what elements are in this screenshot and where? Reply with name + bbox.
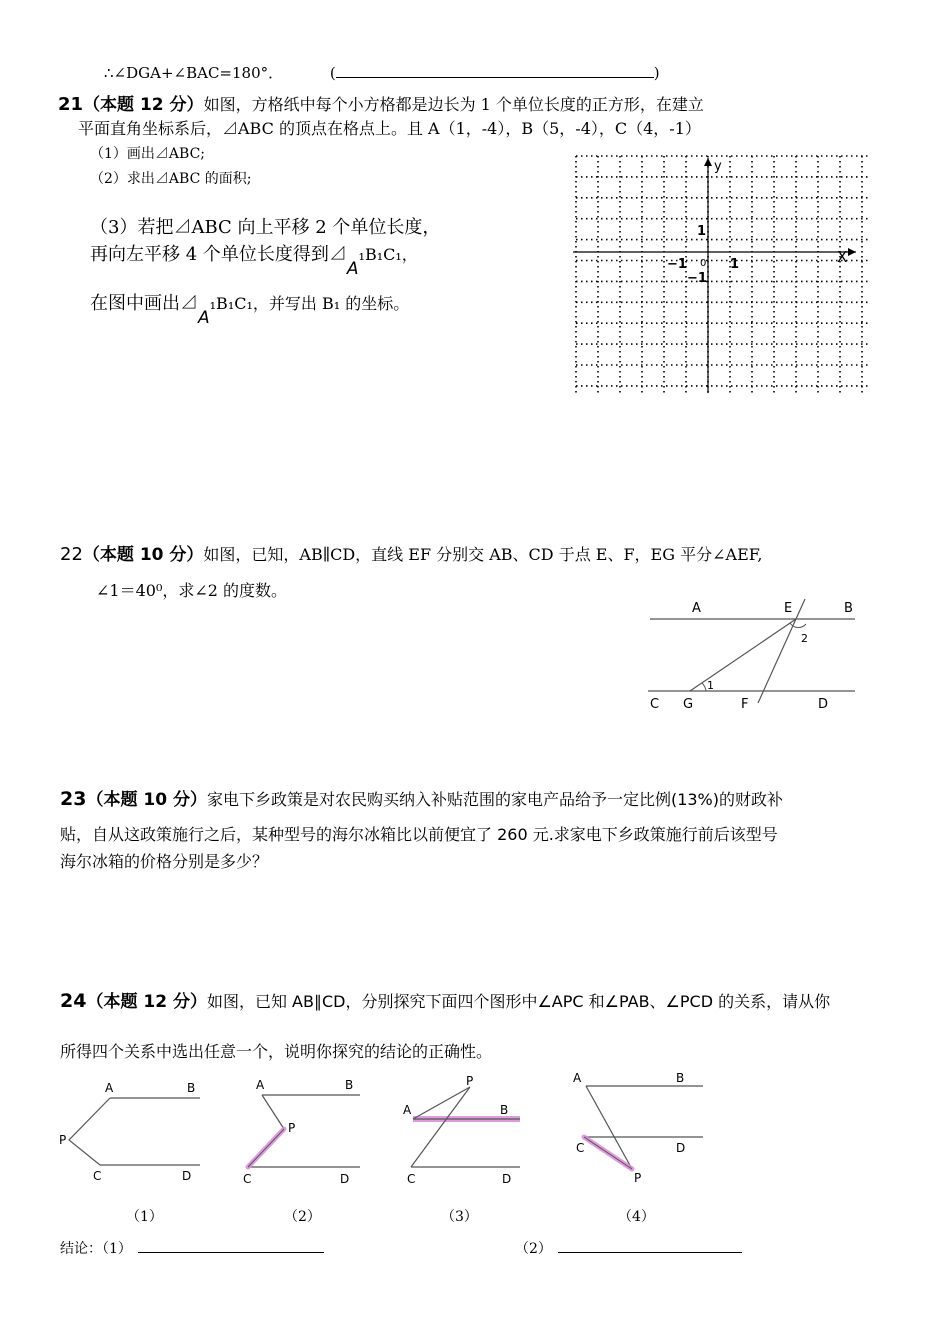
q22-line2: ∠1＝40⁰，求∠2 的度数。 bbox=[96, 581, 288, 600]
q21-part1: （1）画出⊿ABC; bbox=[90, 146, 205, 162]
label-angle2: 2 bbox=[801, 632, 808, 645]
label-A: A bbox=[692, 601, 701, 616]
q21-part3-line2 bbox=[90, 240, 418, 279]
q23-number: 23 bbox=[60, 788, 87, 810]
x-axis-label: X bbox=[837, 248, 848, 266]
q22-number: 22 bbox=[60, 544, 83, 565]
q21-score: （本题 12 分） bbox=[83, 95, 204, 115]
q22-score: （本题 10 分） bbox=[82, 545, 204, 565]
q24-score: （本题 12 分） bbox=[86, 992, 207, 1012]
q20-paren-close: ) bbox=[653, 64, 660, 82]
q20-conclusion bbox=[104, 62, 660, 83]
x-axis-arrow-icon bbox=[848, 248, 856, 256]
q24-figure-1 bbox=[55, 1075, 215, 1190]
angle-1-arc bbox=[702, 683, 706, 691]
fig2-label-D: D bbox=[340, 1172, 350, 1186]
fig1-label-B: B bbox=[187, 1081, 196, 1095]
q23-line3: 海尔冰箱的价格分别是多少？ bbox=[60, 852, 269, 871]
x-tick-neg: −1 bbox=[667, 257, 687, 272]
q21-part3-line2-tail: ₁B₁C₁， bbox=[358, 245, 418, 264]
fig2-label-P: P bbox=[288, 1121, 296, 1135]
fig3-label-D: D bbox=[502, 1172, 512, 1186]
y-tick-pos: 1 bbox=[697, 224, 707, 239]
q21-part3-line3 bbox=[90, 289, 410, 328]
q21-coordinate-grid bbox=[573, 153, 873, 398]
q23-line1: 家电下乡政策是对农民购买纳入补贴范围的家电产品给予一定比例(13%)的财政补 bbox=[206, 790, 784, 809]
fig3-label-C: C bbox=[407, 1172, 416, 1186]
q20-paren-open: ( bbox=[329, 64, 336, 82]
fig4-label-D: D bbox=[676, 1141, 686, 1155]
fig3-segment-AP bbox=[413, 1087, 470, 1119]
q23-score: （本题 10 分） bbox=[86, 790, 207, 810]
q24-conclusion-1 bbox=[60, 1238, 324, 1258]
label-E: E bbox=[784, 601, 793, 616]
conclusion-blank-1[interactable] bbox=[138, 1238, 324, 1253]
fig2-label-C: C bbox=[243, 1172, 252, 1186]
q24-line1: 如图，已知 AB∥CD，分别探究下面四个图形中∠APC 和∠PAB、∠PCD 的关系，请从你 bbox=[206, 992, 831, 1011]
q24-caption-3: （3） bbox=[441, 1209, 478, 1225]
q24-caption-2: （2） bbox=[284, 1209, 321, 1225]
fig3-label-P: P bbox=[466, 1074, 474, 1088]
q24-header bbox=[60, 987, 830, 1012]
q21-header bbox=[58, 90, 704, 115]
fig4-label-C: C bbox=[576, 1141, 585, 1155]
label-C: C bbox=[650, 697, 660, 712]
q21-part3-line1: （3）若把⊿ABC 向上平移 2 个单位长度， bbox=[90, 217, 441, 238]
label-F: F bbox=[741, 697, 749, 712]
q23-line2: 贴，自从这政策施行之后，某种型号的海尔冰箱比以前便宜了 260 元.求家电下乡政策施行前后该型号 bbox=[60, 825, 778, 844]
q21-line2: 平面直角坐标系后，⊿ABC 的顶点在格点上。且 A（1，-4），B（5，-4），C（4，-1） bbox=[78, 119, 701, 138]
q21-number: 21 bbox=[58, 94, 84, 115]
label-B: B bbox=[844, 601, 853, 616]
fig3-label-A: A bbox=[403, 1103, 412, 1117]
q20-tail-text: ∴∠DGA+∠BAC=180°． bbox=[104, 64, 284, 82]
q21-part3-line2-text: 再向左平移 4 个单位长度得到⊿ bbox=[90, 244, 347, 265]
q20-answer-blank[interactable] bbox=[336, 63, 654, 78]
q21-line1: 如图，方格纸中每个小方格都是边长为 1 个单位长度的正方形，在建立 bbox=[203, 95, 704, 114]
fig3-segment-PC bbox=[411, 1087, 470, 1167]
fig1-path-APC bbox=[69, 1098, 110, 1165]
label-G: G bbox=[683, 697, 694, 712]
fig4-label-B: B bbox=[676, 1071, 685, 1085]
q24-figure-2 bbox=[240, 1070, 370, 1195]
y-tick-neg: −1 bbox=[687, 271, 707, 286]
q24-line2: 所得四个关系中选出任意一个，说明你探究的结论的正确性。 bbox=[60, 1042, 493, 1061]
q21-part3-A1-letter-2: A bbox=[198, 308, 210, 328]
fig2-label-B: B bbox=[345, 1078, 354, 1092]
conclusion-label-1: 结论：（1） bbox=[60, 1241, 132, 1257]
q24-number: 24 bbox=[60, 990, 87, 1012]
q22-line1: 如图，已知，AB∥CD，直线 EF 分别交 AB、CD 于点 E、F，EG 平分∠AEF, bbox=[203, 545, 763, 564]
fig1-label-A: A bbox=[105, 1081, 114, 1095]
q21-part2: （2）求出⊿ABC 的面积; bbox=[90, 171, 252, 187]
label-angle1: 1 bbox=[707, 679, 714, 692]
fig2-label-A: A bbox=[256, 1078, 265, 1092]
q24-caption-1: （1） bbox=[126, 1209, 163, 1225]
conclusion-label-2: （2） bbox=[515, 1241, 552, 1257]
x-tick-pos: 1 bbox=[730, 257, 740, 272]
fig1-label-D: D bbox=[182, 1169, 192, 1183]
fig4-label-A: A bbox=[573, 1071, 582, 1085]
fig3-label-B: B bbox=[500, 1103, 509, 1117]
q24-figure-4 bbox=[566, 1065, 711, 1190]
fig4-segment-CP bbox=[584, 1137, 632, 1169]
q21-part3-A1-letter: A bbox=[346, 259, 359, 279]
q24-caption-4: （4） bbox=[618, 1209, 655, 1225]
q24-figure-3 bbox=[398, 1070, 528, 1195]
q24-conclusion-2 bbox=[515, 1238, 742, 1258]
q21-part3-line3-text: 在图中画出⊿ bbox=[90, 293, 198, 314]
fig2-segment-PC bbox=[248, 1129, 284, 1167]
q23-header bbox=[60, 785, 783, 810]
conclusion-blank-2[interactable] bbox=[558, 1238, 742, 1253]
line-EF bbox=[758, 599, 805, 703]
origin-label: 0 bbox=[700, 258, 707, 269]
y-axis-arrow-icon bbox=[704, 158, 712, 166]
fig4-label-P: P bbox=[634, 1171, 642, 1185]
fig1-label-P: P bbox=[59, 1133, 67, 1147]
fig2-segment-AP bbox=[262, 1095, 284, 1129]
label-D: D bbox=[818, 697, 829, 712]
y-axis-label: y bbox=[714, 159, 722, 174]
q21-part3-line3-tail: ₁B₁C₁，并写出 B₁ 的坐标。 bbox=[209, 294, 410, 313]
fig1-label-C: C bbox=[93, 1169, 102, 1183]
q22-figure bbox=[640, 595, 870, 720]
q22-header bbox=[60, 540, 762, 565]
